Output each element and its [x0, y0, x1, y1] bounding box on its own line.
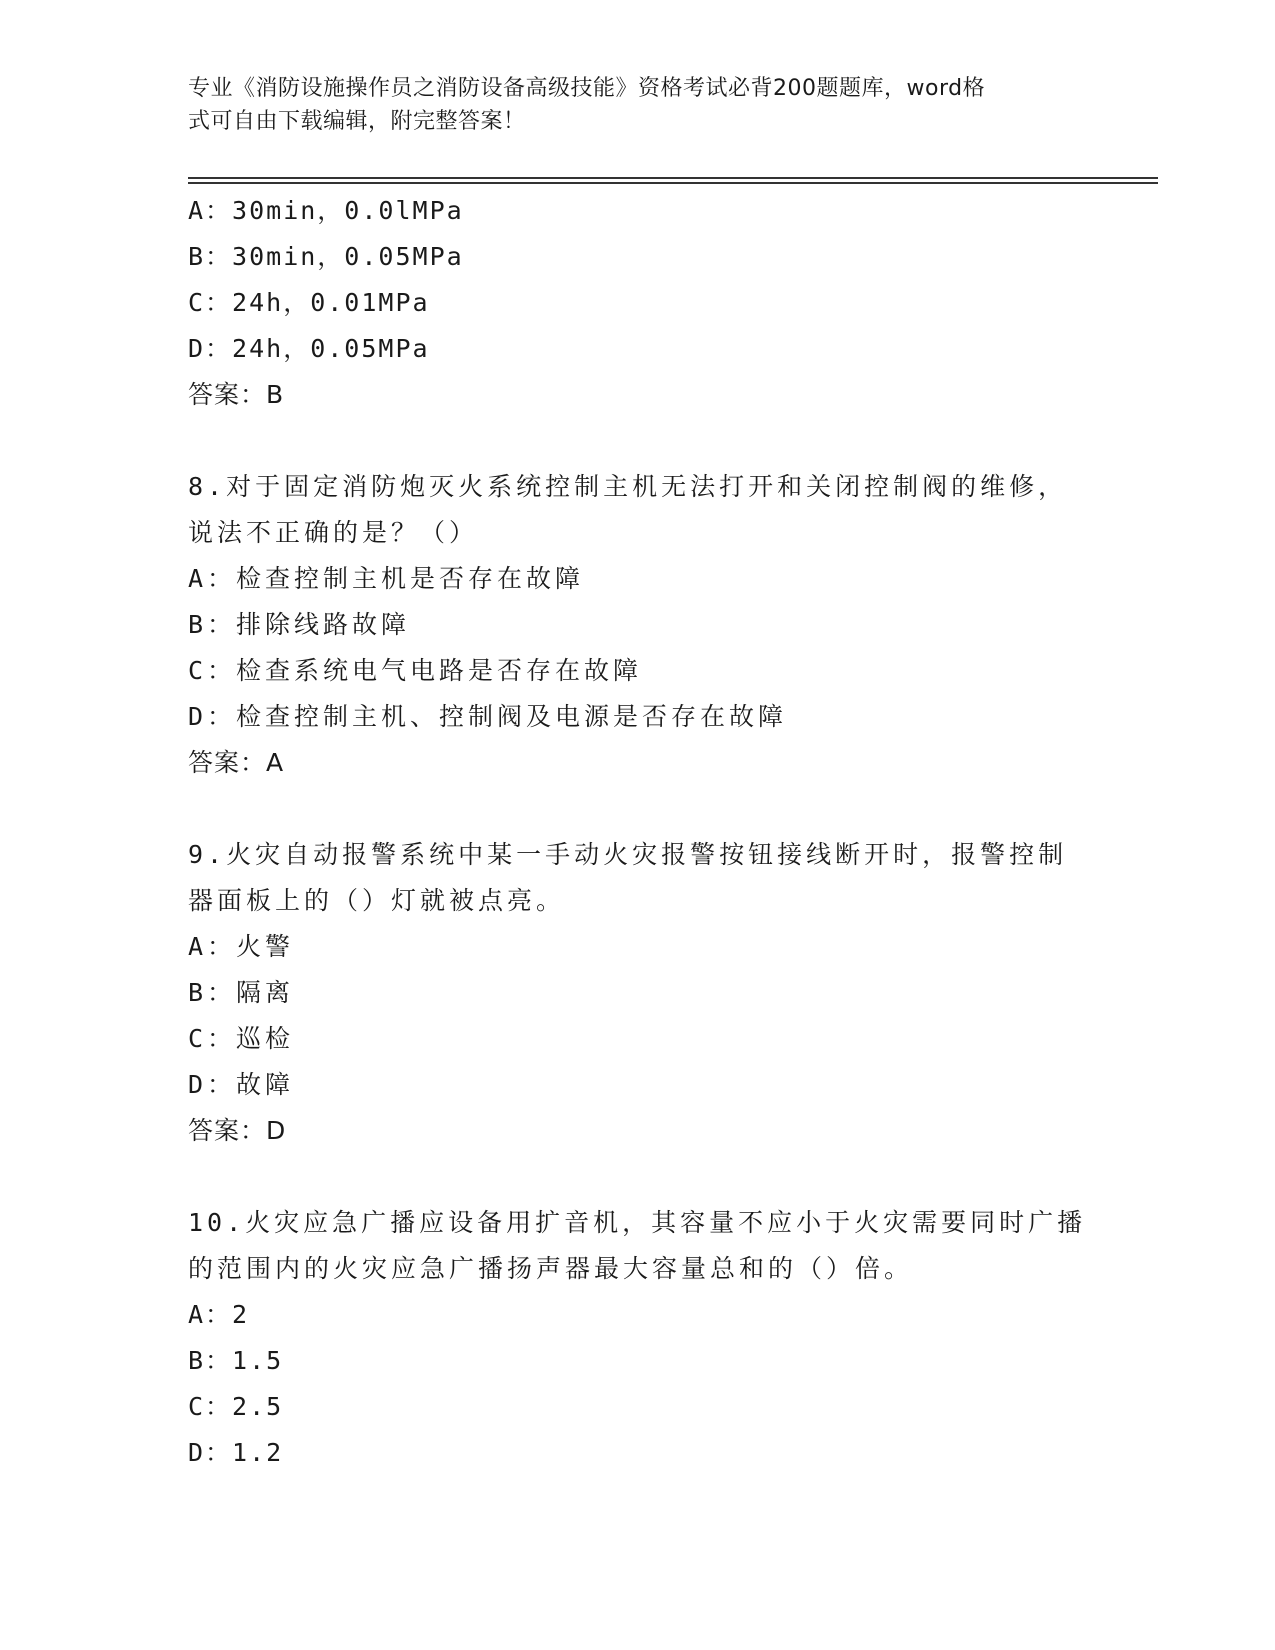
option-a: A：2: [188, 1300, 250, 1329]
header-divider-bottom: [188, 182, 1158, 184]
header-divider-top: [188, 177, 1158, 179]
question-stem-line-1: 10.火灾应急广播应设备用扩音机，其容量不应小于火灾需要同时广播: [188, 1208, 1087, 1237]
question-8: [188, 464, 1088, 786]
question-list: [188, 188, 1088, 1476]
answer: 答案：B: [188, 380, 285, 409]
option-a: A：检查控制主机是否存在故障: [188, 564, 585, 593]
option-d: D：故障: [188, 1070, 295, 1099]
question-stem-line-2: 的范围内的火灾应急广播扬声器最大容量总和的（）倍。: [188, 1254, 914, 1283]
option-c: C：24h，0.01MPa: [188, 288, 430, 317]
answer: 答案：A: [188, 748, 285, 777]
header-line-2: 式可自由下载编辑，附完整答案！: [188, 109, 526, 134]
option-c: C：检查系统电气电路是否存在故障: [188, 656, 643, 685]
question-10: [188, 1200, 1088, 1476]
question-7: [188, 188, 1088, 418]
option-d: D：1.2: [188, 1438, 284, 1467]
option-a: A：30min，0.0lMPa: [188, 196, 464, 225]
question-stem-line-2: 说法不正确的是？（）: [188, 518, 479, 547]
option-b: B：30min，0.05MPa: [188, 242, 464, 271]
question-stem-line-2: 器面板上的（）灯就被点亮。: [188, 886, 566, 915]
option-b: B：隔离: [188, 978, 295, 1007]
answer: 答案：D: [188, 1116, 287, 1145]
spacer: [188, 1154, 1088, 1200]
option-c: C：巡检: [188, 1024, 295, 1053]
question-stem-line-1: 8.对于固定消防炮灭火系统控制主机无法打开和关闭控制阀的维修，: [188, 472, 1068, 501]
document-header: [188, 72, 1088, 138]
option-c: C：2.5: [188, 1392, 284, 1421]
spacer: [188, 418, 1088, 464]
option-a: A：火警: [188, 932, 295, 961]
question-stem-line-1: 9.火灾自动报警系统中某一手动火灾报警按钮接线断开时，报警控制: [188, 840, 1068, 869]
option-b: B：排除线路故障: [188, 610, 411, 639]
header-line-1: 专业《消防设施操作员之消防设备高级技能》资格考试必背200题题库，word格: [188, 76, 986, 101]
option-b: B：1.5: [188, 1346, 284, 1375]
option-d: D：24h，0.05MPa: [188, 334, 430, 363]
spacer: [188, 786, 1088, 832]
option-d: D：检查控制主机、控制阀及电源是否存在故障: [188, 702, 788, 731]
question-9: [188, 832, 1088, 1154]
